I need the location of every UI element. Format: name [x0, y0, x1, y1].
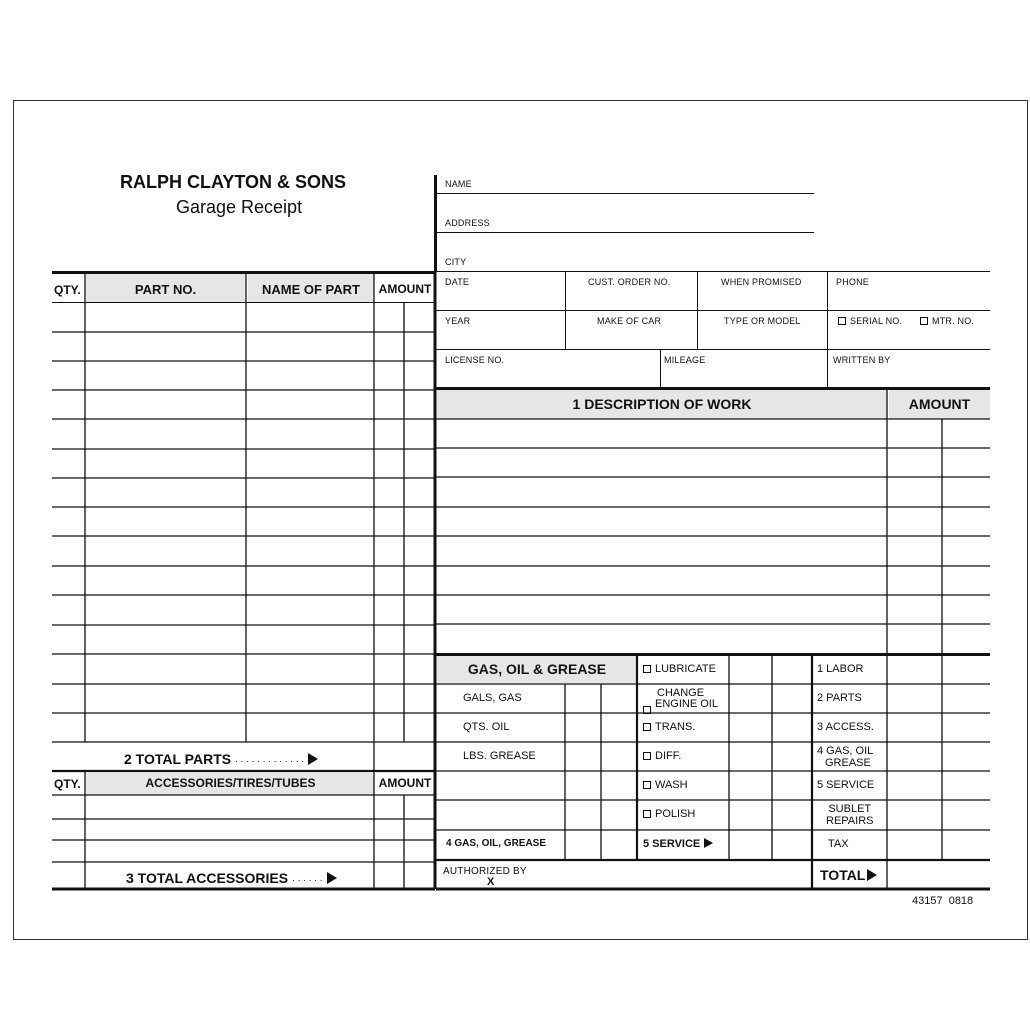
- mileage-label: MILEAGE: [664, 355, 706, 365]
- when-promised-label: WHEN PROMISED: [721, 277, 802, 287]
- name-label: NAME: [445, 179, 472, 189]
- arrow-right-icon: [327, 872, 337, 884]
- checkbox-icon[interactable]: [643, 723, 651, 731]
- checkbox-icon[interactable]: [920, 317, 928, 325]
- total-parts-label: 2 TOTAL PARTS · · · · · · · · · · · · ·: [124, 751, 318, 767]
- address-label: ADDRESS: [445, 218, 490, 228]
- cust-order-label: CUST. ORDER NO.: [588, 277, 671, 287]
- checkbox-icon[interactable]: [643, 752, 651, 760]
- checkbox-icon[interactable]: [838, 317, 846, 325]
- name-field[interactable]: [436, 193, 814, 194]
- form-code: 43157 0818: [912, 895, 974, 907]
- authorized-label: AUTHORIZED BY: [443, 866, 527, 877]
- customer-block-border: [434, 175, 437, 272]
- gas-header: GAS, OIL & GREASE: [467, 661, 607, 677]
- license-label: LICENSE NO.: [445, 355, 505, 365]
- arrow-right-icon: [867, 869, 877, 881]
- work-amount-header: AMOUNT: [908, 396, 971, 412]
- grid-divider: [660, 349, 661, 389]
- date-label: DATE: [445, 277, 470, 287]
- checkbox-icon[interactable]: [643, 781, 651, 789]
- summary-tax: TAX: [828, 838, 849, 850]
- summary-gas: 4 GAS, OIL GREASE: [817, 745, 874, 769]
- receipt-form: [13, 100, 1028, 940]
- amount-header: AMOUNT: [378, 282, 432, 296]
- service-polish[interactable]: POLISH: [643, 808, 695, 820]
- qty-header: QTY.: [54, 283, 81, 297]
- info-grid-line: [436, 349, 990, 350]
- name-of-part-header: NAME OF PART: [262, 282, 360, 297]
- info-grid-top: [436, 271, 990, 272]
- total-accessories-label: 3 TOTAL ACCESSORIES · · · · · ·: [126, 870, 337, 886]
- form-subtitle: Garage Receipt: [176, 197, 303, 217]
- summary-sublet: SUBLET REPAIRS: [826, 803, 874, 827]
- work-header: 1 DESCRIPTION OF WORK: [572, 396, 752, 412]
- summary-access: 3 ACCESS.: [817, 721, 874, 733]
- mtr-checkbox[interactable]: MTR. NO.: [920, 316, 974, 326]
- accessories-header: ACCESSORIES/TIRES/TUBES: [145, 776, 316, 790]
- acc-qty-header: QTY.: [54, 777, 81, 791]
- checkbox-icon[interactable]: [643, 706, 651, 714]
- address-field[interactable]: [436, 232, 814, 233]
- summary-labor: 1 LABOR: [817, 663, 864, 675]
- gas-row-label: QTS. OIL: [463, 721, 510, 733]
- service-change-oil[interactable]: CHANGE ENGINE OIL: [643, 688, 718, 714]
- summary-total: TOTAL: [820, 867, 877, 883]
- checkbox-icon[interactable]: [643, 665, 651, 673]
- make-label: MAKE OF CAR: [597, 316, 662, 326]
- parts-header-bottom: [52, 302, 435, 303]
- authorized-signature-mark: X: [487, 876, 495, 888]
- service-lubricate[interactable]: LUBRICATE: [643, 663, 716, 675]
- checkbox-icon[interactable]: [643, 810, 651, 818]
- acc-amount-header: AMOUNT: [378, 776, 432, 790]
- summary-service: 5 SERVICE: [817, 779, 875, 791]
- service-wash[interactable]: WASH: [643, 779, 688, 791]
- phone-label: PHONE: [836, 277, 870, 287]
- type-label: TYPE OR MODEL: [724, 316, 801, 326]
- grid-divider: [697, 271, 698, 349]
- grid-divider: [565, 271, 566, 349]
- year-label: YEAR: [445, 316, 471, 326]
- gas-row-label: GALS, GAS: [463, 692, 522, 704]
- service-total: 5 SERVICE: [643, 838, 713, 850]
- info-grid-line: [436, 310, 990, 311]
- part-no-header: PART NO.: [134, 282, 197, 297]
- city-label: CITY: [445, 257, 467, 267]
- written-by-label: WRITTEN BY: [833, 355, 891, 365]
- arrow-right-icon: [704, 838, 713, 848]
- summary-parts: 2 PARTS: [817, 692, 862, 704]
- gas-total-label: 4 GAS, OIL, GREASE: [446, 838, 547, 849]
- company-name: RALPH CLAYTON & SONS: [120, 172, 347, 192]
- serial-checkbox[interactable]: SERIAL NO.: [838, 316, 902, 326]
- service-diff[interactable]: DIFF.: [643, 750, 681, 762]
- gas-row-label: LBS. GREASE: [463, 750, 536, 762]
- arrow-right-icon: [308, 753, 318, 765]
- service-trans[interactable]: TRANS.: [643, 721, 695, 733]
- grid-divider: [827, 271, 828, 389]
